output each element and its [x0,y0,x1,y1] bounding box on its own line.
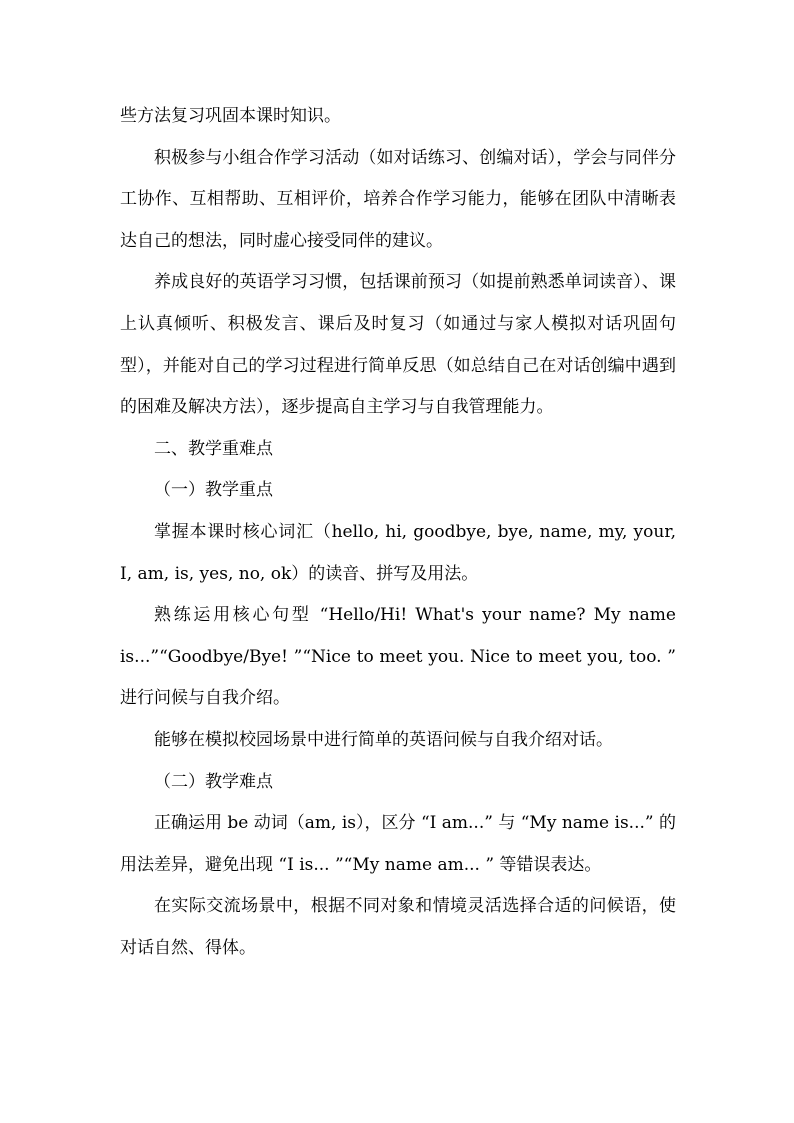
paragraph-cooperative-learning: 积极参与小组合作学习活动（如对话练习、创编对话），学会与同伴分工协作、互相帮助、互相评价，培养合作学习能力，能够在团队中清晰表达自己的想法，同时虚心接受同伴的建议。 [120,147,676,251]
paragraph-study-habits: 养成良好的英语学习习惯，包括课前预习（如提前熟悉单词读音）、课上认真倾听、积极发言、课后及时复习（如通过与家人模拟对话巩固句型），并能对自己的学习过程进行简单反思（如总结自己在对话创编中遇到的困难及解决方法），逐步提高自主学习与自我管理能力。 [120,272,676,418]
subheading-teaching-focus: （一）教学重点 [154,480,273,501]
section-heading-key-difficult-points: 二、教学重难点 [154,438,273,459]
paragraph-core-vocabulary: 掌握本课时核心词汇（hello, hi, goodbye, bye, name, my, your, I, am, is, yes, no, ok）的读音、拼写及用法。 [120,521,676,584]
document-body [120,96,676,969]
paragraph-core-sentences: 熟练运用核心句型 “Hello/Hi! What's your name? My name is...”“Goodbye/Bye! ”“Nice to meet you. Nice to meet you, too. ” 进行问候与自我介绍。 [120,605,676,709]
paragraph-continuation: 些方法复习巩固本课时知识。 [120,106,341,126]
paragraph-greeting-choice: 在实际交流场景中，根据不同对象和情境灵活选择合适的问候语，使对话自然、得体。 [120,896,676,958]
subheading-teaching-difficulty: （二）教学难点 [154,771,273,792]
paragraph-be-verb-usage: 正确运用 be 动词（am, is），区分 “I am...” 与 “My name is...” 的用法差异，避免出现 “I is... ”“My name am... ” 等错误表达。 [120,813,676,875]
paragraph-campus-dialogue: 能够在模拟校园场景中进行简单的英语问候与自我介绍对话。 [154,729,613,750]
